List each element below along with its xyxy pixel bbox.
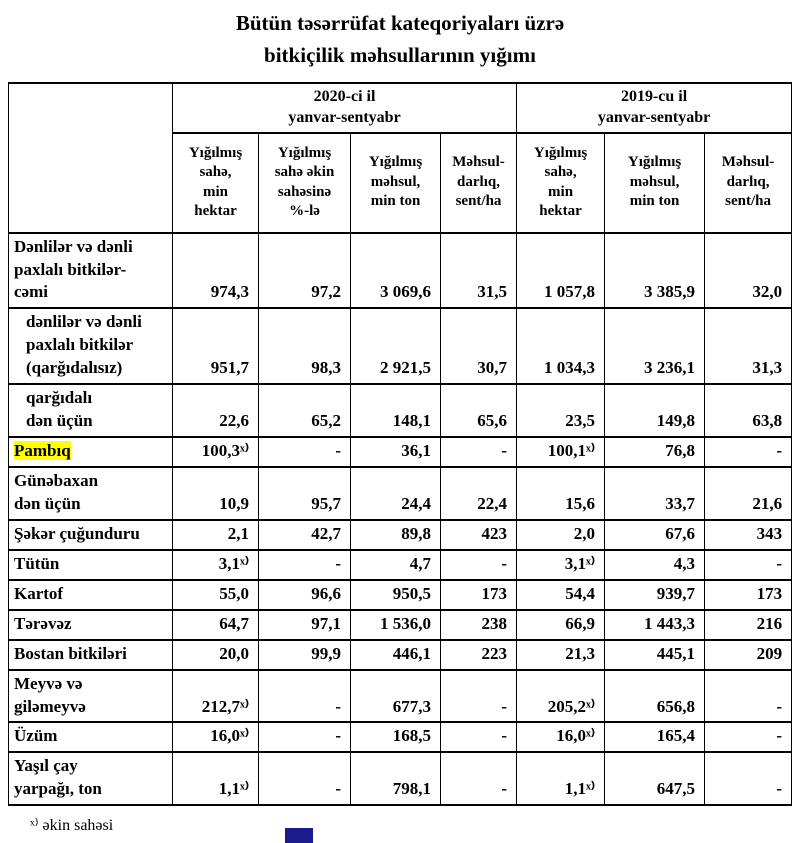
value-cell: -	[705, 752, 792, 805]
table-row	[9, 384, 792, 437]
value-cell: 63,8	[705, 384, 792, 437]
year-header-2020: 2020-ci il yanvar-sentyabr	[173, 83, 517, 133]
value-cell: 3,1ˣ⁾	[517, 550, 605, 580]
value-cell: 656,8	[605, 670, 705, 723]
row-label-text: Dənlilər və dənli paxlalı bitkilər- cəmi	[14, 236, 133, 302]
column-header: Məhsul- darlıq, sent/ha	[705, 133, 792, 233]
value-cell: 3 069,6	[351, 233, 441, 309]
corner-cell	[9, 83, 173, 233]
row-label	[9, 437, 173, 467]
row-label-text: Bostan bitkiləri	[14, 643, 127, 663]
value-cell: 3 385,9	[605, 233, 705, 309]
value-cell: 23,5	[517, 384, 605, 437]
value-cell: 2,0	[517, 520, 605, 550]
value-cell: 1 536,0	[351, 610, 441, 640]
row-label	[9, 308, 173, 384]
value-cell: 446,1	[351, 640, 441, 670]
table-row	[9, 610, 792, 640]
value-cell: 67,6	[605, 520, 705, 550]
value-cell: 1 057,8	[517, 233, 605, 309]
table-body	[9, 233, 792, 806]
value-cell: -	[705, 550, 792, 580]
value-cell: 951,7	[173, 308, 259, 384]
value-cell: 99,9	[259, 640, 351, 670]
value-cell: 1,1ˣ⁾	[517, 752, 605, 805]
value-cell: 42,7	[259, 520, 351, 550]
value-cell: 1,1ˣ⁾	[173, 752, 259, 805]
value-cell: 445,1	[605, 640, 705, 670]
value-cell: 24,4	[351, 467, 441, 520]
row-label	[9, 580, 173, 610]
value-cell: -	[259, 752, 351, 805]
value-cell: 223	[441, 640, 517, 670]
value-cell: 4,7	[351, 550, 441, 580]
value-cell: 15,6	[517, 467, 605, 520]
column-header: Yığılmış sahə əkin sahəsinə %-lə	[259, 133, 351, 233]
value-cell: 55,0	[173, 580, 259, 610]
row-label-text: Tərəvəz	[14, 613, 72, 633]
table-row	[9, 308, 792, 384]
value-cell: 149,8	[605, 384, 705, 437]
value-cell: -	[705, 722, 792, 752]
table-row	[9, 670, 792, 723]
value-cell: 100,3ˣ⁾	[173, 437, 259, 467]
value-cell: 343	[705, 520, 792, 550]
table-row	[9, 752, 792, 805]
value-cell: -	[441, 722, 517, 752]
row-label	[9, 610, 173, 640]
row-label	[9, 233, 173, 309]
row-label	[9, 384, 173, 437]
value-cell: -	[441, 752, 517, 805]
row-label-text: Şəkər çuğunduru	[14, 523, 140, 543]
value-cell: 65,2	[259, 384, 351, 437]
row-label-text: qarğıdalı dən üçün	[26, 388, 93, 431]
column-header: Yığılmış məhsul, min ton	[605, 133, 705, 233]
value-cell: 950,5	[351, 580, 441, 610]
harvest-table	[8, 82, 792, 806]
value-cell: 98,3	[259, 308, 351, 384]
value-cell: 31,5	[441, 233, 517, 309]
page-title: Bütün təsərrüfat kateqoriyaları üzrə bitkiçilik məhsullarının yığımı	[235, 11, 565, 67]
value-cell: 89,8	[351, 520, 441, 550]
value-cell: 3,1ˣ⁾	[173, 550, 259, 580]
row-label-text: dənlilər və dənli paxlalı bitkilər (qarğıdalısız)	[26, 312, 142, 378]
row-label-text: Üzüm	[14, 726, 58, 746]
value-cell: 32,0	[705, 233, 792, 309]
value-cell: 677,3	[351, 670, 441, 723]
value-cell: 21,6	[705, 467, 792, 520]
value-cell: 97,2	[259, 233, 351, 309]
row-label	[9, 752, 173, 805]
value-cell: -	[259, 437, 351, 467]
table-row	[9, 722, 792, 752]
value-cell: 423	[441, 520, 517, 550]
value-cell: 22,4	[441, 467, 517, 520]
value-cell: 173	[441, 580, 517, 610]
value-cell: 97,1	[259, 610, 351, 640]
row-label-text: Günəbaxan dən üçün	[14, 471, 99, 513]
value-cell: 10,9	[173, 467, 259, 520]
value-cell: 939,7	[605, 580, 705, 610]
year-header-row	[9, 83, 792, 133]
table-row	[9, 580, 792, 610]
value-cell: 148,1	[351, 384, 441, 437]
value-cell: 21,3	[517, 640, 605, 670]
value-cell: 36,1	[351, 437, 441, 467]
row-label-text: Kartof	[14, 583, 64, 603]
column-header: Yığılmış sahə, min hektar	[517, 133, 605, 233]
value-cell: 30,7	[441, 308, 517, 384]
table-row	[9, 233, 792, 309]
table-row	[9, 640, 792, 670]
value-cell: 96,6	[259, 580, 351, 610]
value-cell: 209	[705, 640, 792, 670]
value-cell: 798,1	[351, 752, 441, 805]
value-cell: 1 443,3	[605, 610, 705, 640]
value-cell: -	[259, 670, 351, 723]
value-cell: 647,5	[605, 752, 705, 805]
value-cell: 20,0	[173, 640, 259, 670]
value-cell: 95,7	[259, 467, 351, 520]
row-label	[9, 520, 173, 550]
row-label	[9, 467, 173, 520]
value-cell: 54,4	[517, 580, 605, 610]
page-root	[0, 8, 800, 835]
value-cell: 22,6	[173, 384, 259, 437]
row-label	[9, 722, 173, 752]
value-cell: 205,2ˣ⁾	[517, 670, 605, 723]
value-cell: 33,7	[605, 467, 705, 520]
value-cell: -	[441, 670, 517, 723]
value-cell: -	[441, 437, 517, 467]
value-cell: 16,0ˣ⁾	[517, 722, 605, 752]
value-cell: 66,9	[517, 610, 605, 640]
row-label-text: Pambıq	[14, 441, 71, 461]
value-cell: -	[259, 722, 351, 752]
table-row	[9, 467, 792, 520]
row-label	[9, 640, 173, 670]
table-row	[9, 550, 792, 580]
value-cell: 974,3	[173, 233, 259, 309]
value-cell: 168,5	[351, 722, 441, 752]
value-cell: -	[259, 550, 351, 580]
column-header: Məhsul- darlıq, sent/ha	[441, 133, 517, 233]
value-cell: 64,7	[173, 610, 259, 640]
column-header: Yığılmış məhsul, min ton	[351, 133, 441, 233]
table-row	[9, 520, 792, 550]
value-cell: 216	[705, 610, 792, 640]
year-header-2019: 2019-cu il yanvar-sentyabr	[517, 83, 792, 133]
value-cell: 4,3	[605, 550, 705, 580]
value-cell: 173	[705, 580, 792, 610]
column-header: Yığılmış sahə, min hektar	[173, 133, 259, 233]
value-cell: -	[441, 550, 517, 580]
row-label	[9, 670, 173, 723]
value-cell: 238	[441, 610, 517, 640]
bottom-artifact	[285, 828, 313, 843]
value-cell: 212,7ˣ⁾	[173, 670, 259, 723]
value-cell: 31,3	[705, 308, 792, 384]
value-cell: 76,8	[605, 437, 705, 467]
value-cell: 1 034,3	[517, 308, 605, 384]
footnote: ˣ⁾ əkin sahəsi	[30, 817, 114, 835]
table-header	[9, 83, 792, 233]
row-label-text: Meyvə və giləmeyvə	[14, 673, 86, 716]
row-label-text: Tütün	[14, 553, 60, 573]
value-cell: 65,6	[441, 384, 517, 437]
value-cell: 16,0ˣ⁾	[173, 722, 259, 752]
value-cell: 2,1	[173, 520, 259, 550]
value-cell: 100,1ˣ⁾	[517, 437, 605, 467]
table-row	[9, 437, 792, 467]
row-label-text: Yaşıl çay yarpağı, ton	[14, 756, 102, 799]
value-cell: -	[705, 670, 792, 723]
value-cell: 3 236,1	[605, 308, 705, 384]
value-cell: 165,4	[605, 722, 705, 752]
row-label	[9, 550, 173, 580]
value-cell: 2 921,5	[351, 308, 441, 384]
value-cell: -	[705, 437, 792, 467]
